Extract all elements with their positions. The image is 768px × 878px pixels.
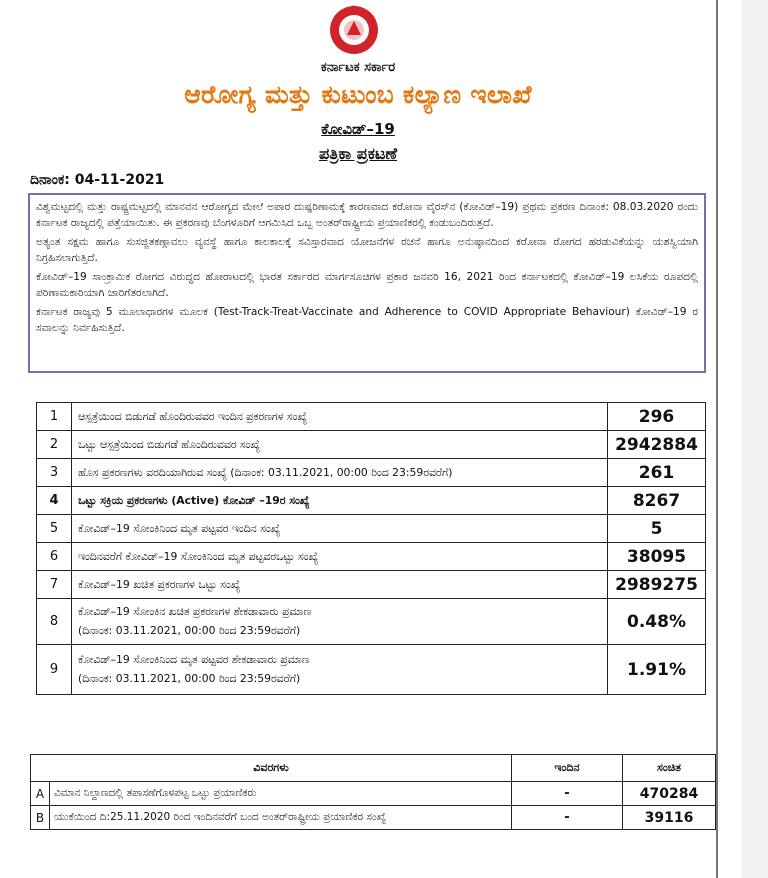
table-row — [37, 543, 706, 571]
row-value: 2942884 — [608, 431, 706, 459]
row-label: ಹೊಸ ಪ್ರಕರಣಗಳು ವರದಿಯಾಗಿರುವ ಸಂಖ್ಯೆ (ದಿನಾಂಕ: 03.11.2021, 00:00 ರಿಂದ 23:59ರವರೆಗೆ) — [72, 459, 608, 487]
row-number: 9 — [37, 645, 72, 695]
date-value: 04-11-2021 — [74, 172, 165, 188]
row-cumulative: 470284 — [623, 782, 716, 806]
row-label: ಕೋವಿಡ್–19 ಖಚಿತ ಪ್ರಕರಣಗಳ ಒಟ್ಟು ಸಂಖ್ಯೆ — [72, 571, 608, 599]
table-row — [37, 403, 706, 431]
row-label: ಒಟ್ಟು ಸಕ್ರಿಯ ಪ್ರಕರಣಗಳು (Active) ಕೋವಿಡ್ –19ರ ಸಂಖ್ಯೆ — [72, 487, 608, 515]
table-row — [37, 515, 706, 543]
covid-title — [0, 120, 716, 138]
row-today: - — [512, 806, 623, 830]
viewer-gutter — [742, 0, 768, 878]
cumulative-header: ಸಂಚಿತ — [623, 755, 716, 782]
table-header-row — [31, 755, 716, 782]
row-value: 38095 — [608, 543, 706, 571]
covid-stats-table — [36, 402, 706, 695]
row-label: ವಿಮಾನ ನಿಲ್ದಾಣದಲ್ಲಿ ತಪಾಸಣೆಗೊಳಪಟ್ಟ ಒಟ್ಟು ಪ್ರಯಾಣಿಕರು — [50, 782, 512, 806]
row-label: ಕೋವಿಡ್–19 ಸೋಂಕಿನಿಂದ ಮೃತ ಪಟ್ಟವರ ಶೇಕಡಾವಾರು ಪ್ರಮಾಣ — [78, 653, 310, 666]
row-label: ಕೋವಿಡ್–19 ಸೋಂಕಿನ ಖಚಿತ ಪ್ರಕರಣಗಳ ಶೇಕಡಾವಾರು ಪ್ರಮಾಣ — [78, 605, 312, 618]
row-value: 2989275 — [608, 571, 706, 599]
row-value: 8267 — [608, 487, 706, 515]
intro-paragraph: ವಿಶ್ವಮಟ್ಟದಲ್ಲಿ ಮತ್ತು ರಾಷ್ಟ್ರಮಟ್ಟದಲ್ಲಿ ಮಾನವನ ಆರೋಗ್ಯದ ಮೇಲೆ ಅಪಾರ ದುಷ್ಪರಿಣಾಮಕ್ಕೆ ಕಾರಣವಾದ ಕರೋನಾ ವೈರಸ್‌ನ (ಕೋವಿಡ್–19) ಪ್ರಥಮ ಪ್ರಕರಣ ದಿನಾಂಕ: 08.03.2020 ರಂದು ಕರ್ನಾಟಕ ರಾಜ್ಯದಲ್ಲಿ ಪತ್ತೆಯಾಯಿತು. ಈ ಪ್ರಕರಣವು ಬೆಂಗಳೂರಿಗೆ ಆಗಮಿಸಿದ ಒಬ್ಬ ಅಂತರ್‌ರಾಷ್ಟ್ರೀಯ ಪ್ರಯಾಣಿಕರಲ್ಲಿ ಕಂಡುಬಂದಿರುತ್ತದೆ. — [36, 201, 698, 229]
table-row — [31, 806, 716, 830]
row-value: 296 — [608, 403, 706, 431]
row-value: 1.91% — [608, 645, 706, 695]
row-cumulative: 39116 — [623, 806, 716, 830]
intro-paragraph: ಅತ್ಯಂತ ಸಕ್ಷಮ ಹಾಗೂ ಸುಸಜ್ಜಿತಕಣ್ಗಾವಲು ವ್ಯವಸ್ಥೆ ಹಾಗೂ ಕಾಲಕಾಲಕ್ಕೆ ಸವಿಸ್ತಾರವಾದ ಯೋಜನೆಗಳ ರಚನೆ ಹಾಗೂ ಅನುಷ್ಠಾನದಿಂದ ಕರೋನಾ ರೋಗದ ಹರಡುವಿಕೆಯನ್ನು ಯಶಸ್ವಿಯಾಗಿ ನಿಗ್ರಹಿಸಲಾಗುತ್ತಿದೆ. — [36, 236, 698, 264]
intro-box — [28, 193, 706, 373]
row-code: A — [31, 782, 50, 806]
row-label: ಒಟ್ಟು ಆಸ್ಪತ್ರೆಯಿಂದ ಬಿಡುಗಡೆ ಹೊಂದಿರುವವರ ಸಂಖ್ಯೆ — [72, 431, 608, 459]
bulletin-date — [30, 172, 164, 188]
row-code: B — [31, 806, 50, 830]
row-number: 5 — [37, 515, 72, 543]
row-label: ಆಸ್ಪತ್ರೆಯಿಂದ ಬಿಡುಗಡೆ ಹೊಂದಿರುವವರ ಇಂದಿನ ಪ್ರಕರಣಗಳ ಸಂಖ್ಯೆ — [72, 403, 608, 431]
row-label: ಇಂದಿನವರೆಗೆ ಕೋವಿಡ್–19 ಸೋಂಕಿನಿಂದ ಮೃತ ಪಟ್ಟವರಒಟ್ಟು ಸಂಖ್ಯೆ — [72, 543, 608, 571]
details-header: ವಿವರಗಳು — [31, 755, 512, 782]
intro-paragraph: ಕೋವಿಡ್–19 ಸಾಂಕ್ರಾಮಿಕ ರೋಗದ ವಿರುದ್ಧದ ಹೋರಾಟದಲ್ಲಿ ಭಾರತ ಸರ್ಕಾರದ ಮಾರ್ಗಸೂಚಿಗಳ ಪ್ರಕಾರ ಜನವರಿ 16, 2021 ರಿಂದ ಕರ್ನಾಟಕದಲ್ಲಿ ಕೋವಿಡ್–19 ಲಸಿಕೆಯ ರೂಪದಲ್ಲಿ ಪರಿಣಾಮಕಾರಿಯಾಗಿ ಜಾರಿಗೆತರಲಾಗಿದೆ. — [36, 271, 698, 299]
row-sublabel: (ದಿನಾಂಕ: 03.11.2021, 00:00 ರಿಂದ 23:59ರವರೆಗೆ) — [78, 672, 301, 685]
row-value: 0.48% — [608, 599, 706, 645]
row-label: ಕೋವಿಡ್–19 ಸೋಂಕಿನಿಂದ ಮೃತ ಪಟ್ಟವರ ಇಂದಿನ ಸಂಖ್ಯೆ — [72, 515, 608, 543]
government-name: ಕರ್ನಾಟಕ ಸರ್ಕಾರ — [320, 60, 396, 75]
table-row — [37, 645, 706, 695]
table-row — [37, 571, 706, 599]
department-title: ಆರೋಗ್ಯ ಮತ್ತು ಕುಟುಂಬ ಕಲ್ಯಾಣ ಇಲಾಖೆ — [184, 80, 532, 109]
table-row — [37, 431, 706, 459]
row-number: 2 — [37, 431, 72, 459]
row-number: 3 — [37, 459, 72, 487]
row-number: 6 — [37, 543, 72, 571]
today-header: ಇಂದಿನ — [512, 755, 623, 782]
government-emblem-icon — [316, 4, 392, 56]
table-row — [31, 782, 716, 806]
row-number: 4 — [37, 487, 72, 515]
row-label: ಯುಕೆಯಿಂದ ದಿ:25.11.2020 ರಿಂದ ಇಂದಿನವರೆಗೆ ಬಂದ ಅಂತರ್‌ರಾಷ್ಟ್ರೀಯ ಪ್ರಯಾಣಿಕರ ಸಂಖ್ಯೆ — [50, 806, 512, 830]
row-number: 1 — [37, 403, 72, 431]
row-number: 7 — [37, 571, 72, 599]
page-edge — [716, 0, 718, 878]
table-row — [37, 459, 706, 487]
travel-screening-table — [30, 754, 716, 830]
covid-title-text: ಕೋವಿಡ್–19 — [321, 120, 395, 138]
row-today: - — [512, 782, 623, 806]
table-row — [37, 599, 706, 645]
row-sublabel: (ದಿನಾಂಕ: 03.11.2021, 00:00 ರಿಂದ 23:59ರವರೆಗೆ) — [78, 624, 301, 637]
row-value: 5 — [608, 515, 706, 543]
row-number: 8 — [37, 599, 72, 645]
intro-paragraph: ಕರ್ನಾಟಕ ರಾಜ್ಯವು 5 ಮೂಲಾಧಾರಗಳ ಮೂಲಕ (Test-Track-Treat-Vaccinate and Adherence to COVID Appropriate Behaviour) ಕೋವಿಡ್–19 ರ ಸವಾಲನ್ನು ನಿರ್ವಹಿಸುತ್ತಿದೆ. — [36, 306, 698, 334]
row-value: 261 — [608, 459, 706, 487]
press-release-text: ಪತ್ರಿಕಾ ಪ್ರಕಟಣೆ — [318, 144, 398, 163]
press-release-title — [0, 144, 716, 164]
row-label-cell — [72, 645, 608, 695]
date-label: ದಿನಾಂಕ: — [30, 172, 70, 188]
table-row — [37, 487, 706, 515]
row-label-cell — [72, 599, 608, 645]
